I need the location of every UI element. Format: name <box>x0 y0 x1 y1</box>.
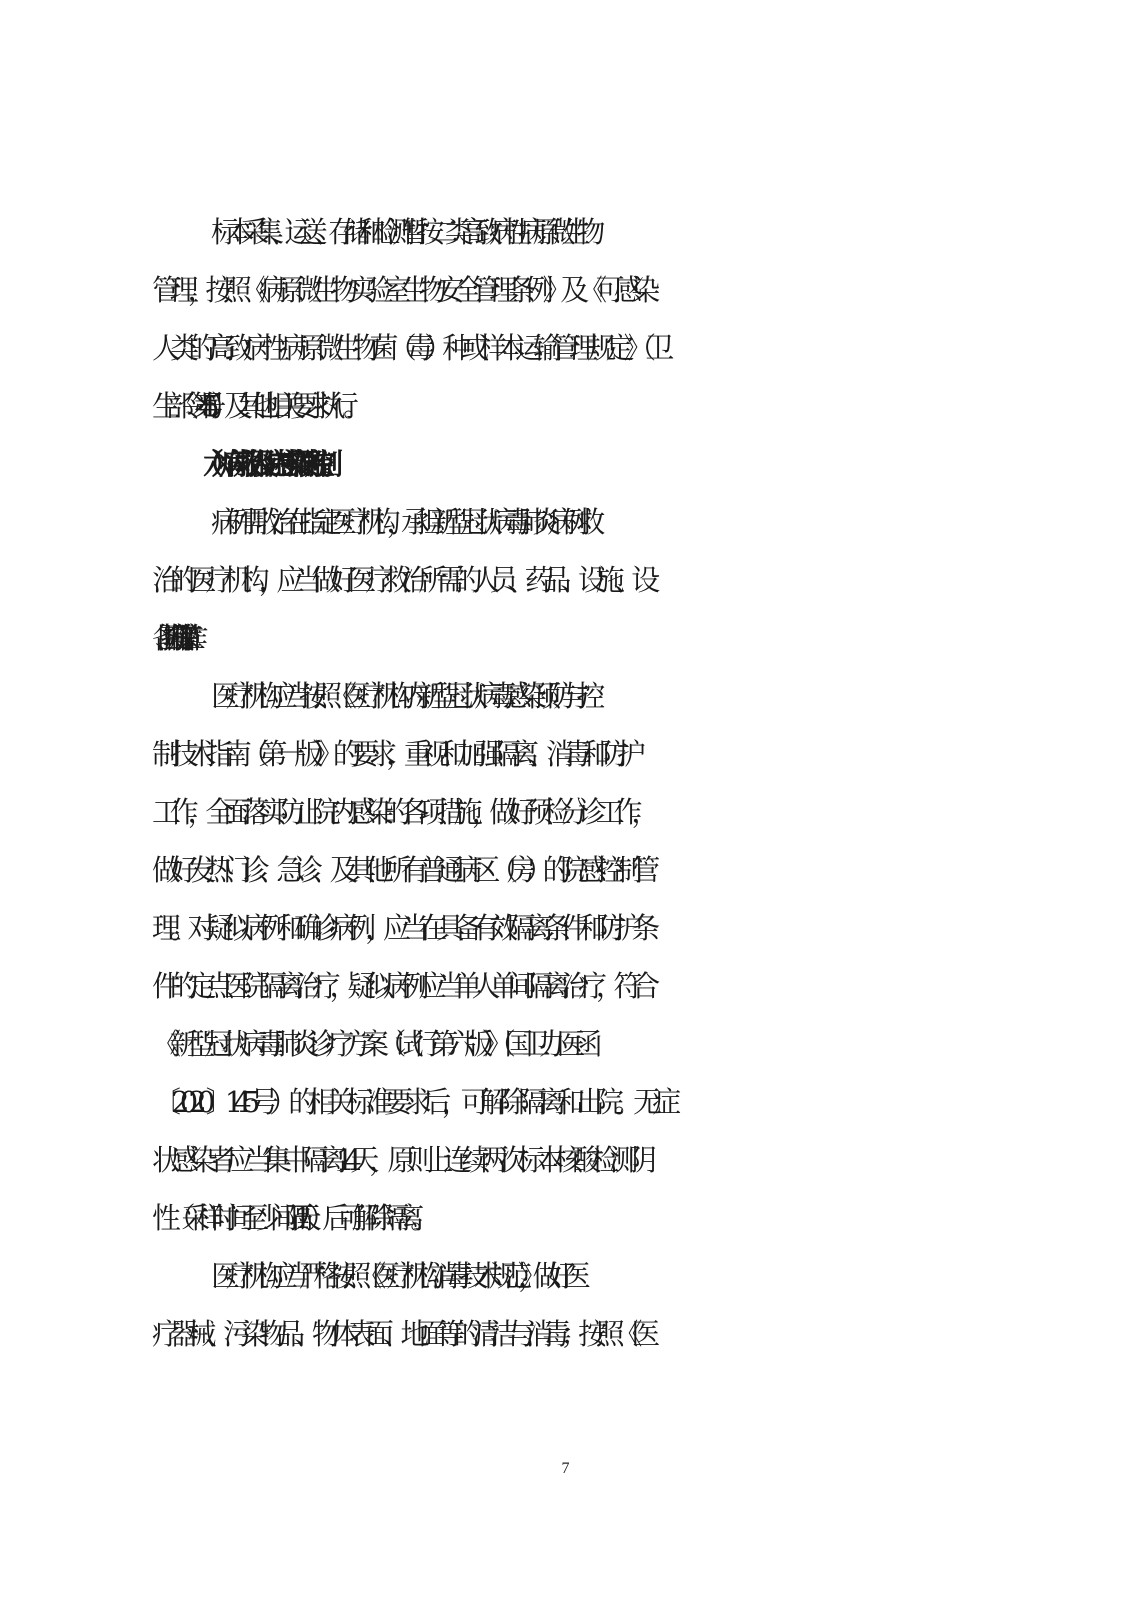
text-line: 医疗机构应当严格按照《医疗机构消毒技术规范》，做好医 <box>211 1259 577 1293</box>
text-line: 状感染者应当集中隔离 14 天，原则上连续两次标本核酸检测阴 <box>152 1143 647 1177</box>
text-line: 性（采样时间至少间隔 1 天）后可解除隔离。 <box>152 1201 425 1235</box>
text-line: 工作，全面落实防止院内感染的各项措施，做好预检分诊工作， <box>152 795 650 829</box>
text-line: 理。对疑似病例和确诊病例，应当在具备有效隔离条件和防护条 <box>152 911 650 945</box>
text-line: 病例需收治在指定医疗机构，承担新型冠状病毒肺炎病例救 <box>211 505 592 539</box>
page-number: 7 <box>561 1460 570 1477</box>
text-line: 〔2020〕145 号）的相关标准要求后，可解除隔离和出院。无症 <box>152 1085 672 1119</box>
text-line: 标本采集、运送、存储和检测暂按二类高致病性病原微生物 <box>211 215 592 249</box>
text-line: 《新型冠状病毒肺炎诊疗方案（试行第六版）》（国卫办医函 <box>152 1027 592 1061</box>
text-line: 医疗机构应当按照《医疗机构内新型冠状病毒感染预防与控 <box>211 679 592 713</box>
text-line: 人类的高致病性病原微生物菌（毒）种或样本运输管理规定》（卫 <box>152 331 664 365</box>
text-line: 生部令第 45 号）及其他相关要求执行。 <box>152 389 357 423</box>
text-line: 做好发热门诊、急诊、及其他所有普通病区（房）的院感控制管 <box>152 853 650 887</box>
text-line: 治的医疗机构，应当做好医疗救治所需的人员、药品、设施、设 <box>152 563 650 597</box>
section-heading: （六）病例救治及院内感染预防控制。 <box>195 447 331 481</box>
text-line: 管理，按照《病原微生物实验室生物安全管理条例》及《可感染 <box>152 273 650 307</box>
text-line: 制技术指南（第一版）》的要求，重视和加强隔离、消毒和防护 <box>152 737 635 771</box>
text-line: 疗器械、污染物品、物体表面、地面等的清洁与消毒；按照《医 <box>152 1317 650 1351</box>
text-line: 件的定点医院隔离治疗，疑似病例应当单人单间隔离治疗，符合 <box>152 969 650 1003</box>
text-line: 备、防护用品等保障工作。 <box>152 621 186 655</box>
